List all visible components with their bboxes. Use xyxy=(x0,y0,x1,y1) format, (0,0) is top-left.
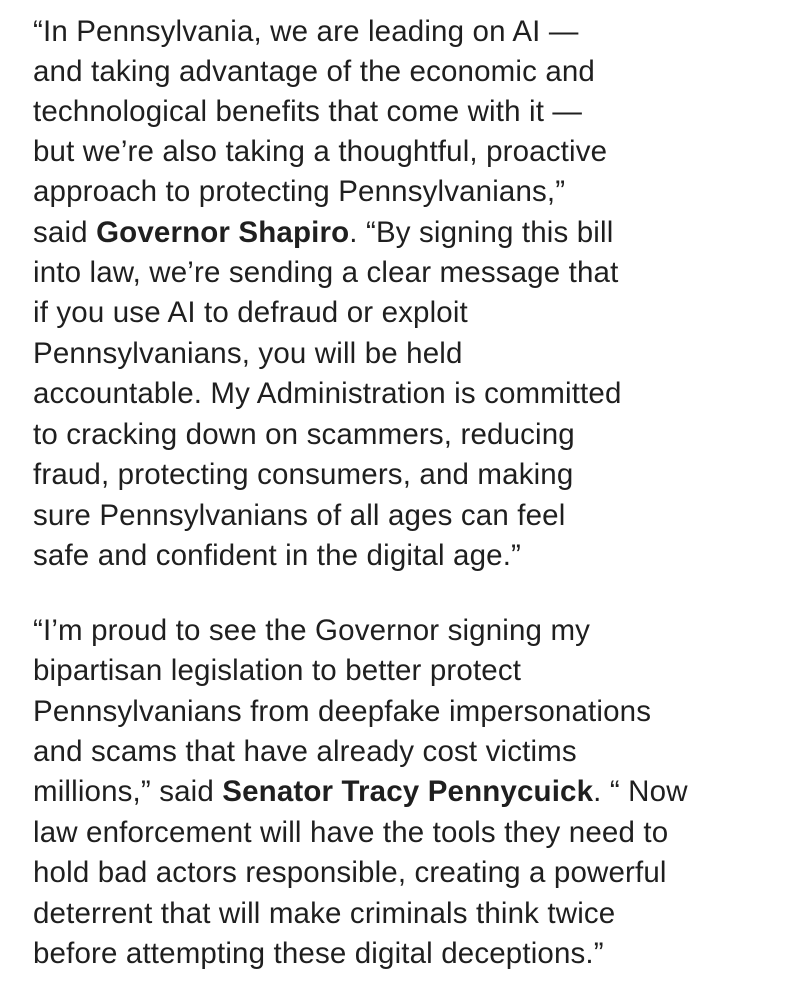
text-line: accountable. My Administration is committed xyxy=(33,377,622,410)
text-line: technological benefits that come with it — xyxy=(33,95,583,128)
text-line: “I’m proud to see the Governor signing my xyxy=(33,614,591,647)
text-line: to cracking down on scammers, reducing xyxy=(33,418,575,451)
text-line: hold bad actors responsible, creating a powerful xyxy=(33,856,667,889)
text-line: into law, we’re sending a clear message that xyxy=(33,256,619,289)
text-line: before attempting these digital deceptions.” xyxy=(33,937,604,970)
text-line: and scams that have already cost victims xyxy=(33,735,577,768)
text-line: but we’re also taking a thoughtful, proactive xyxy=(33,135,608,168)
text-line: deterrent that will make criminals think twice xyxy=(33,897,616,930)
text-line: millions,” said Senator Tracy Pennycuick. “ Now xyxy=(33,775,688,808)
text-line: fraud, protecting consumers, and making xyxy=(33,458,574,491)
text-line: approach to protecting Pennsylvanians,” xyxy=(33,175,566,208)
text-line: if you use AI to defraud or exploit xyxy=(33,296,468,329)
text-line: said Governor Shapiro. “By signing this bill xyxy=(33,216,614,249)
text-line: Pennsylvanians, you will be held xyxy=(33,337,463,370)
speaker-name-senator: Senator Tracy Pennycuick xyxy=(222,775,594,808)
text-line: law enforcement will have the tools they need to xyxy=(33,816,669,849)
text-line: safe and confident in the digital age.” xyxy=(33,539,522,572)
text-line: “In Pennsylvania, we are leading on AI — xyxy=(33,15,579,48)
text-line: bipartisan legislation to better protect xyxy=(33,654,522,687)
speaker-name-governor: Governor Shapiro xyxy=(96,216,350,249)
text-line: and taking advantage of the economic and xyxy=(33,55,595,88)
text-line: sure Pennsylvanians of all ages can feel xyxy=(33,499,566,532)
text-line: Pennsylvanians from deepfake impersonations xyxy=(33,695,652,728)
